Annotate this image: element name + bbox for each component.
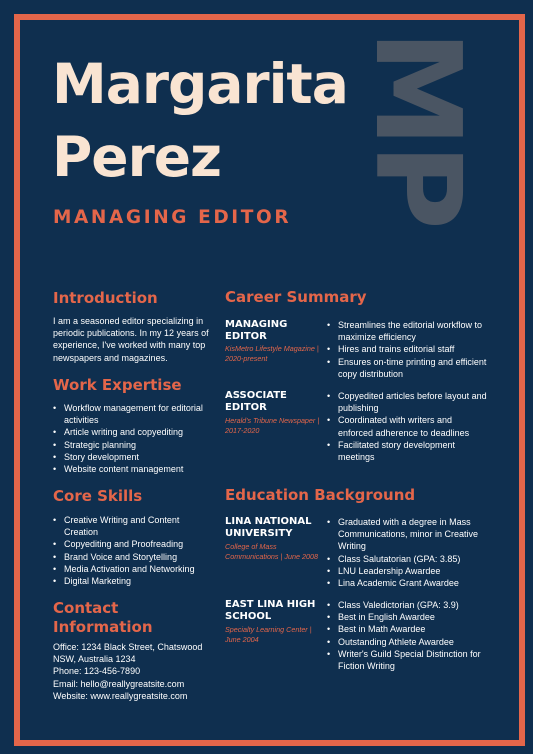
- monogram: [349, 30, 487, 320]
- list-item: • Website content management: [53, 463, 213, 475]
- list-item: • Story development: [53, 451, 213, 463]
- contact-phone: Phone: 123-456-7890: [53, 666, 141, 677]
- work-expertise-heading: Work Expertise: [53, 376, 182, 394]
- core-skills-list: [53, 514, 213, 587]
- job-title-2: ASSOCIATE EDITOR: [225, 390, 287, 413]
- list-item: • Workflow management for editorial activities: [53, 402, 213, 426]
- career-summary-heading: Career Summary: [225, 288, 367, 306]
- list-item: • Class Salutatorian (GPA: 3.85): [327, 553, 487, 565]
- education-heading: Education Background: [225, 486, 416, 504]
- work-expertise-list: [53, 402, 213, 475]
- list-item: • Outstanding Athlete Awardee: [327, 636, 487, 648]
- list-item: • Lina Academic Grant Awardee: [327, 577, 487, 589]
- list-item: • LNU Leadership Awardee: [327, 565, 487, 577]
- core-skills-heading: Core Skills: [53, 487, 143, 505]
- last-name: Perez: [52, 125, 222, 189]
- monogram-text: MP: [349, 30, 487, 226]
- job-2-bullets: [327, 390, 487, 463]
- list-item: • Streamlines the editorial workflow to maximize efficiency: [327, 319, 487, 343]
- list-item: • Article writing and copyediting: [53, 426, 213, 438]
- list-item: • Media Activation and Networking: [53, 563, 213, 575]
- school-1-bullets: [327, 516, 487, 589]
- list-item: • Class Valedictorian (GPA: 3.9): [327, 599, 487, 611]
- job-title: MANAGING EDITOR: [53, 207, 292, 228]
- list-item: • Best in Math Awardee: [327, 623, 487, 635]
- job-1-bullets: [327, 319, 487, 380]
- list-item: • Ensures on-time printing and efficient copy distribution: [327, 356, 487, 380]
- school-meta-1: College of Mass Communications | June 2008: [225, 542, 318, 561]
- introduction-heading: Introduction: [53, 289, 158, 307]
- job-meta-2: Herald's Tribune Newspaper | 2017-2020: [225, 416, 320, 435]
- list-item: • Writer's Guild Special Distinction for Fiction Writing: [327, 648, 487, 672]
- candidate-name: [52, 48, 348, 194]
- list-item: • Hires and trains editorial staff: [327, 343, 487, 355]
- contact-office: Office: 1234 Black Street, Chatswood NSW, Australia 1234: [53, 642, 203, 665]
- list-item: • Copyediting and Proofreading: [53, 538, 213, 550]
- contact-email: Email: hello@reallygreatsite.com: [53, 678, 185, 689]
- list-item: • Graduated with a degree in Mass Communications, minor in Creative Writing: [327, 516, 487, 553]
- list-item: • Strategic planning: [53, 439, 213, 451]
- job-meta-1: KisMetro Lifestyle Magazine | 2020-present: [225, 344, 319, 363]
- school-2-bullets: [327, 599, 487, 672]
- introduction-text: I am a seasoned editor specializing in periodic publications. In my 12 years of experience, I've worked with many top newspapers and magazines.: [53, 316, 209, 363]
- first-name: Margarita: [52, 52, 348, 116]
- list-item: • Digital Marketing: [53, 575, 213, 587]
- contact-details: [53, 641, 213, 702]
- list-item: • Facilitated story development meetings: [327, 439, 487, 463]
- school-name-2: EAST LINA HIGH SCHOOL: [225, 599, 316, 622]
- job-title-1: MANAGING EDITOR: [225, 319, 288, 342]
- list-item: • Coordinated with writers and enforced adherence to deadlines: [327, 414, 487, 438]
- school-meta-2: Specialty Learning Center | June 2004: [225, 625, 312, 644]
- list-item: • Creative Writing and Content Creation: [53, 514, 213, 538]
- contact-website: Website: www.reallygreatsite.com: [53, 690, 188, 701]
- list-item: • Best in English Awardee: [327, 611, 487, 623]
- contact-heading: Contact Information: [53, 599, 153, 636]
- school-name-1: LINA NATIONAL UNIVERSITY: [225, 516, 312, 539]
- list-item: • Brand Voice and Storytelling: [53, 551, 213, 563]
- list-item: • Copyedited articles before layout and publishing: [327, 390, 487, 414]
